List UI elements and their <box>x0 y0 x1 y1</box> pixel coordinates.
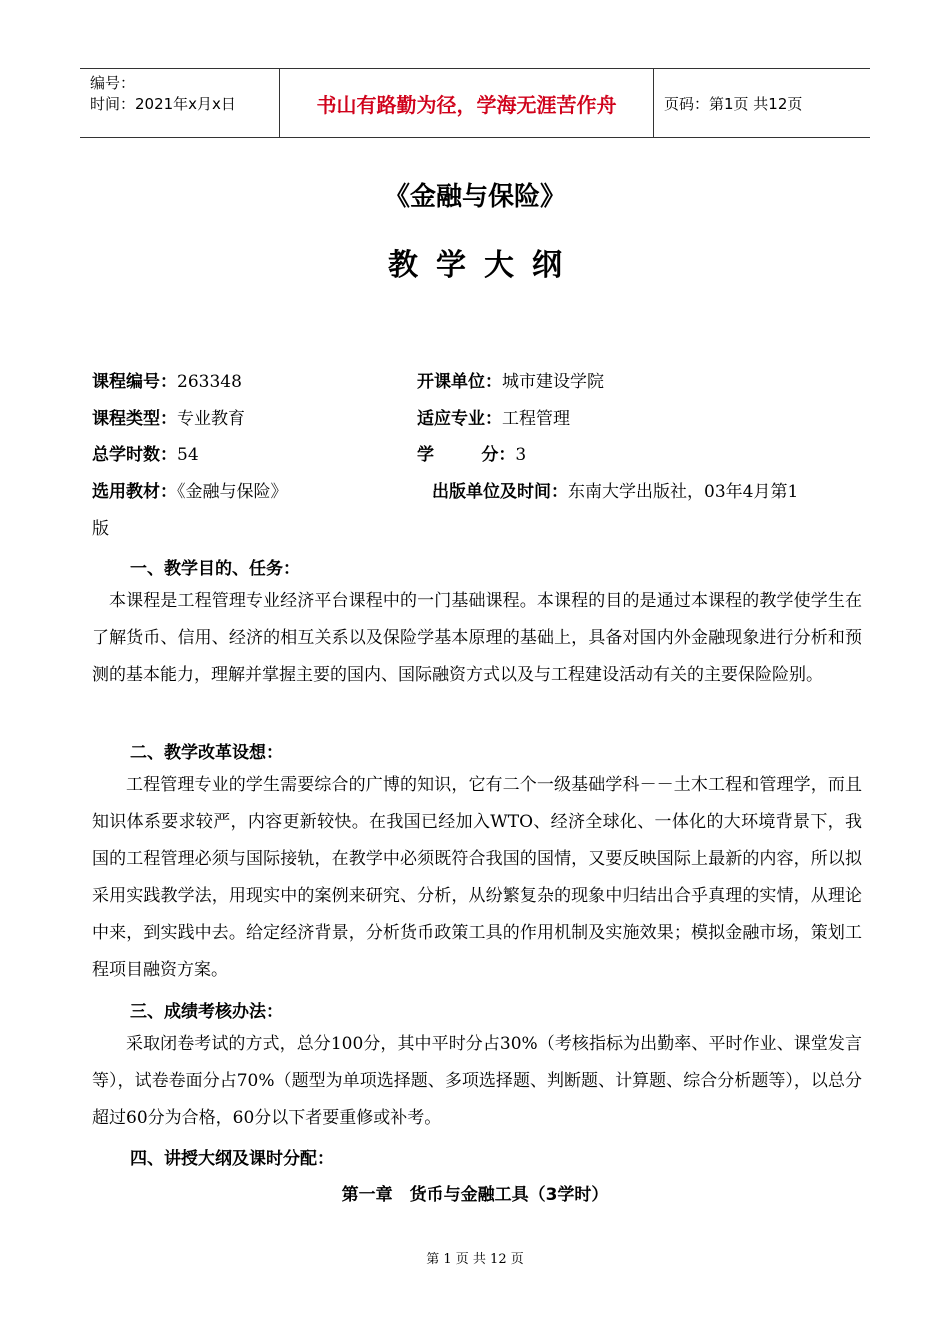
publisher-continuation: 版 <box>92 519 109 539</box>
header-number-label: 编号： <box>90 74 136 92</box>
section-2-text: 工程管理专业的学生需要综合的广博的知识，它有二个一级基础学科－－土木工程和管理学，而且知识体系要求较严，内容更新较快。在我国已经加入WTO、经济全球化、一体化的大环境背景下，我国的工程管理必须与国际接轨，在教学中必须既符合我国的国情，又要反映国际上最新的内容，所以拟采用实践教学法，用现实中的案例来研究、分析，从纷繁复杂的现象中归结出合乎真理的实情，从理论中来，到实践中去。给定经济背景，分析货币政策工具的作用机制及实施效果；模拟金融市场，策划工程项目融资方案。 <box>92 775 862 980</box>
section-3-title: 三、成绩考核办法： <box>130 1002 283 1022</box>
hours-row <box>92 443 199 467</box>
publisher-row <box>432 480 798 504</box>
publisher-value: 东南大学出版社，03年4月第1 <box>568 482 799 502</box>
course-number-label: 课程编号： <box>92 372 177 392</box>
course-type-row <box>92 407 245 431</box>
major-row <box>417 407 570 431</box>
course-title: 《金融与保险》 <box>383 182 566 212</box>
section-4-title: 四、讲授大纲及课时分配： <box>130 1149 334 1169</box>
publisher-label: 出版单位及时间： <box>432 482 568 502</box>
page-header <box>80 68 870 138</box>
textbook-label: 选用教材： <box>92 482 177 502</box>
textbook-row <box>92 480 288 504</box>
course-type-label: 课程类型： <box>92 409 177 429</box>
page-footer: 第 1 页 共 12 页 <box>426 1252 524 1267</box>
header-time: 时间：2021年x月x日 <box>90 95 236 113</box>
textbook-value: 《金融与保险》 <box>177 482 288 502</box>
credit-row <box>417 443 526 467</box>
course-number-value: 263348 <box>177 372 242 392</box>
header-meta <box>80 69 280 137</box>
course-number-row <box>92 370 242 394</box>
section-3-text: 采取闭卷考试的方式，总分100分，其中平时分占30%（考核指标为出勤率、平时作业、课堂发言等），试卷卷面分占70%（题型为单项选择题、多项选择题、判断题、计算题、综合分析题等），以总分超过60分为合格，60分以下者要重修或补考。 <box>92 1034 862 1128</box>
chapter-1-heading: 第一章 货币与金融工具（3学时） <box>341 1185 609 1205</box>
unit-row <box>417 370 604 394</box>
credit-label: 学 分： <box>417 445 516 465</box>
major-label: 适应专业： <box>417 409 502 429</box>
hours-label: 总学时数： <box>92 445 177 465</box>
document-title: 教学大纲 <box>388 248 580 283</box>
major-value: 工程管理 <box>502 409 570 429</box>
hours-value: 54 <box>177 445 199 465</box>
section-2-title: 二、教学改革设想： <box>130 743 283 763</box>
unit-value: 城市建设学院 <box>502 372 604 392</box>
credit-value: 3 <box>515 445 527 465</box>
section-1-text: 本课程是工程管理专业经济平台课程中的一门基础课程。本课程的目的是通过本课程的教学使学生在了解货币、信用、经济的相互关系以及保险学基本原理的基础上，具备对国内外金融现象进行分析和预测的基本能力，理解并掌握主要的国内、国际融资方式以及与工程建设活动有关的主要保险险别。 <box>92 591 862 685</box>
course-type-value: 专业教育 <box>177 409 245 429</box>
header-motto: 书山有路勤为径，学海无涯苦作舟 <box>280 69 654 137</box>
section-1-title: 一、教学目的、任务： <box>130 559 300 579</box>
unit-label: 开课单位： <box>417 372 502 392</box>
header-page-info: 页码：第1页 共12页 <box>664 94 803 113</box>
